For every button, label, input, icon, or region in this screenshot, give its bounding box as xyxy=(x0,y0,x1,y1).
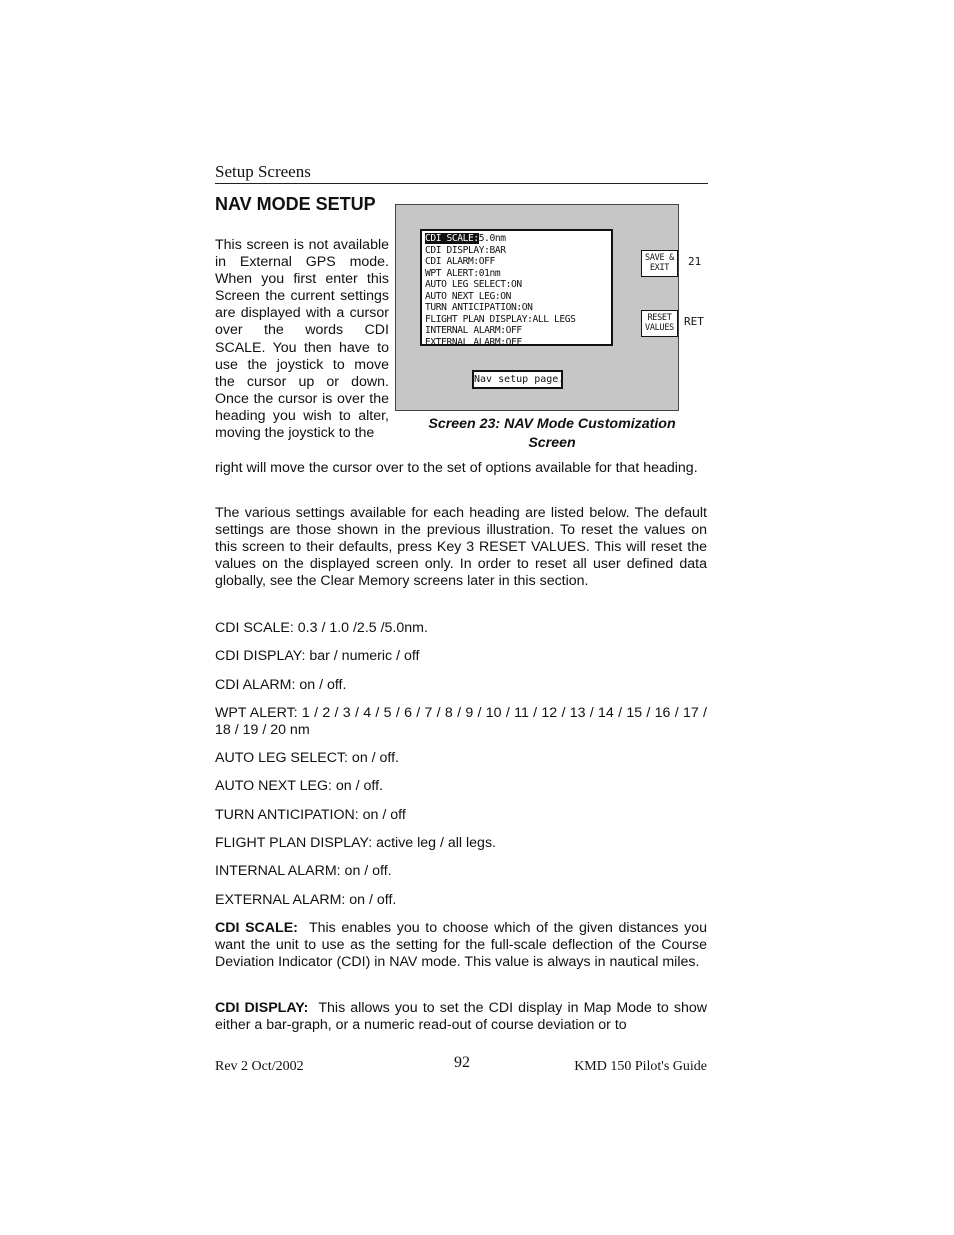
option-cdi-alarm: CDI ALARM: on / off. xyxy=(215,677,347,693)
footer-guide-title: KMD 150 Pilot's Guide xyxy=(574,1059,707,1074)
option-cdi-display: CDI DISPLAY: bar / numeric / off xyxy=(215,648,420,664)
footer-page-number: 92 xyxy=(454,1054,470,1071)
option-auto-leg-select: AUTO LEG SELECT: on / off. xyxy=(215,750,399,766)
defaults-paragraph: The various settings available for each heading are listed below. The default settings are those shown in the previous illustration. To reset the values on this screen to their defaults, press Key 3 RESET VALUES. This will reset the values on the displayed screen only. In order to reset all user defined data globally, see the Clear Memory screens later in this section. xyxy=(215,505,707,590)
save-exit-softkey: SAVE & EXIT xyxy=(641,250,678,277)
cdi-display-description: CDI DISPLAY: This allows you to set the CDI display in Map Mode to show either a bar-graph, or a numeric read-out of course deviation or to xyxy=(215,1000,707,1034)
cdi-display-label: CDI DISPLAY: xyxy=(215,1000,309,1016)
option-external-alarm: EXTERNAL ALARM: on / off. xyxy=(215,892,397,908)
option-cdi-scale: CDI SCALE: 0.3 / 1.0 /2.5 /5.0nm. xyxy=(215,620,428,636)
status-message-box: Nav setup page. xyxy=(472,370,563,389)
lcd-line-auto-next-leg: AUTO NEXT LEG:ON xyxy=(425,290,512,302)
section-title: NAV MODE SETUP xyxy=(215,194,376,214)
cdi-scale-description: CDI SCALE: This enables you to choose which of the given distances you want the unit to use as the setting for the full-scale deflection of the Course Deviation Indicator (CDI) in NAV mode. This value is always in nautical miles. xyxy=(215,920,708,971)
option-turn-anticipation: TURN ANTICIPATION: on / off xyxy=(215,807,406,823)
lcd-line-auto-leg-select: AUTO LEG SELECT:ON xyxy=(425,279,522,290)
lcd-settings-list xyxy=(420,229,613,346)
option-auto-next-leg: AUTO NEXT LEG: on / off. xyxy=(215,778,383,794)
option-wpt-alert: WPT ALERT: 1 / 2 / 3 / 4 / 5 / 6 / 7 / 8 / 9 / 10 / 11 / 12 / 13 / 14 / 15 / 16 / 17 / 18 / 19 / 20 nm xyxy=(215,705,707,739)
lcd-line-internal-alarm: INTERNAL ALARM:OFF xyxy=(425,325,522,336)
softkey-side-label-ret: RET xyxy=(684,315,704,328)
option-flight-plan-display: FLIGHT PLAN DISPLAY: active leg / all legs. xyxy=(215,835,496,851)
lcd-cursor-highlight: CDI SCALE: xyxy=(425,233,479,244)
intro-paragraph-wide: right will move the cursor over to the set of options available for that heading. xyxy=(215,460,698,476)
figure-caption: Screen 23: NAV Mode Customization Screen xyxy=(428,416,676,451)
softkey-side-label-21: 21 xyxy=(688,255,702,268)
header-rule xyxy=(215,183,708,184)
nav-mode-screen-image xyxy=(395,204,679,411)
lcd-line-cdi-display: CDI DISPLAY:BAR xyxy=(425,244,506,256)
intro-paragraph-narrow: This screen is not available in External GPS mode. When you first enter this Screen the current settings are displayed with a cursor over the words CDI SCALE. You then have to use the joystick to move the cursor up or down. Once the cursor is over the heading you wish to alter, moving the joystick to the xyxy=(215,237,389,442)
running-header: Setup Screens xyxy=(215,162,311,181)
option-internal-alarm: INTERNAL ALARM: on / off. xyxy=(215,863,392,879)
reset-values-softkey: RESET VALUES xyxy=(641,310,678,337)
footer-revision: Rev 2 Oct/2002 xyxy=(215,1059,304,1074)
lcd-line-wpt-alert: WPT ALERT:01nm xyxy=(425,267,501,279)
lcd-line-cdi-alarm: CDI ALARM:OFF xyxy=(425,256,495,267)
lcd-line-external-alarm: EXTERNAL ALARM:OFF xyxy=(425,336,522,348)
cdi-scale-label: CDI SCALE: xyxy=(215,920,298,936)
lcd-line-cdi-scale: CDI SCALE:5.0nm xyxy=(425,233,506,244)
lcd-line-flight-plan-display: FLIGHT PLAN DISPLAY:ALL LEGS xyxy=(425,313,576,325)
lcd-line-turn-anticipation: TURN ANTICIPATION:ON xyxy=(425,302,533,313)
